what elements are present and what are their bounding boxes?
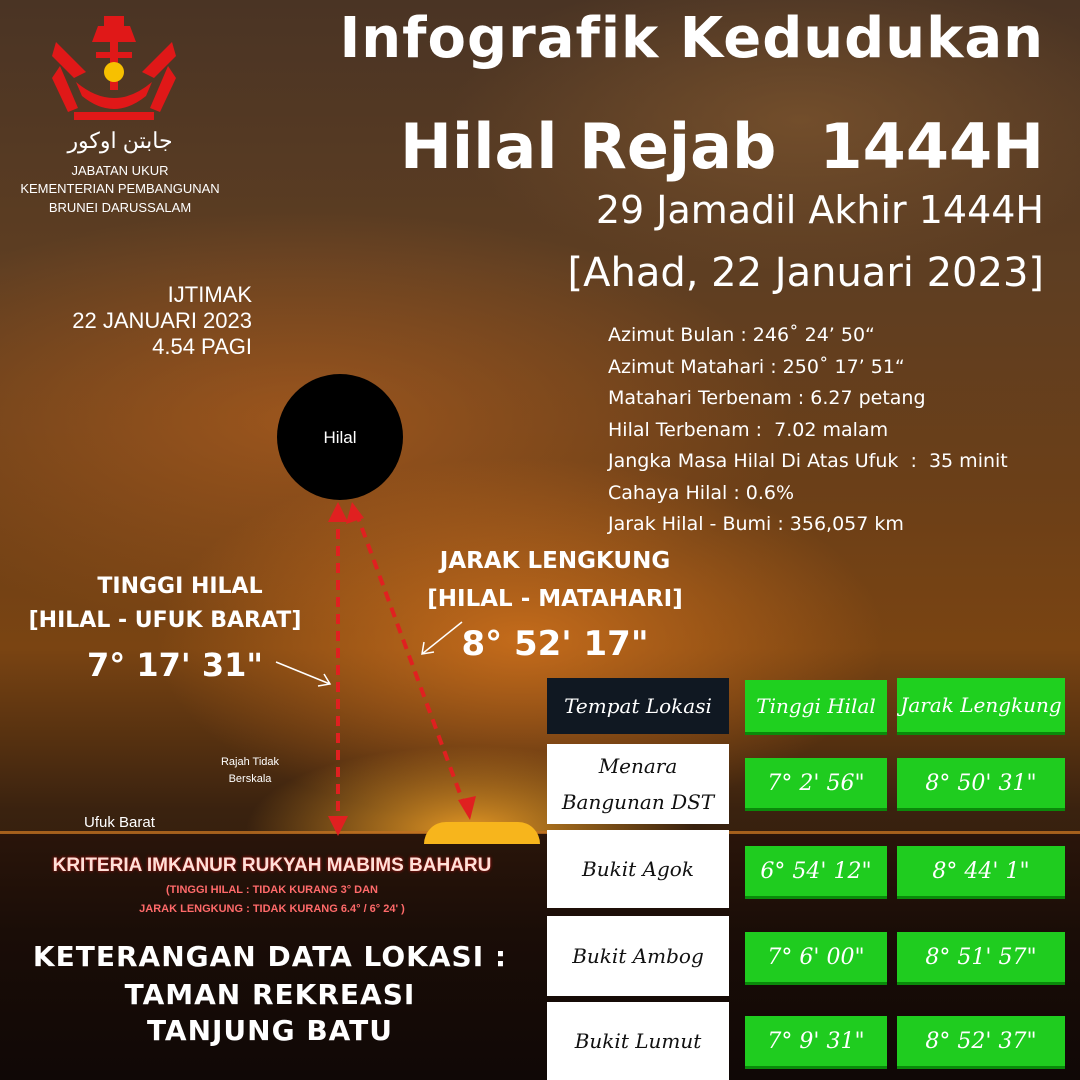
- table-cell-tinggi: 7° 6' 00": [745, 932, 887, 985]
- table-cell-tinggi: 6° 54' 12": [745, 846, 887, 899]
- location-info-line1: KETERANGAN DATA LOKASI :: [32, 940, 508, 973]
- table-header-tinggi: Tinggi Hilal: [745, 680, 887, 735]
- table-header-jarak: Jarak Lengkung: [897, 678, 1065, 735]
- kriteria-note2: JARAK LENGKUNG : TIDAK KURANG 6.4° / 6° 24' ): [139, 903, 405, 915]
- kriteria-title: KRITERIA IMKANUR RUKYAH MABIMS BAHARU: [52, 855, 492, 876]
- fact-item: Matahari Terbenam : 6.27 petang: [608, 387, 926, 409]
- table-cell-jarak: 8° 51' 57": [897, 932, 1065, 985]
- tinggi-hilal-subtitle: [HILAL - UFUK BARAT]: [28, 608, 302, 633]
- fact-item: Jarak Hilal - Bumi : 356,057 km: [608, 513, 904, 535]
- jarak-lengkung-value: 8° 52' 17": [461, 624, 649, 664]
- fact-item: Jangka Masa Hilal Di Atas Ufuk : 35 minit: [608, 450, 1008, 472]
- fact-item: Cahaya Hilal : 0.6%: [608, 481, 795, 504]
- org-name-line2: KEMENTERIAN PEMBANGUNAN: [20, 181, 220, 196]
- arrowhead-icon: [458, 796, 476, 820]
- table-cell-location: Bukit Ambog: [547, 916, 729, 996]
- kriteria-note1: (TINGGI HILAL : TIDAK KURANG 3° DAN: [166, 884, 378, 896]
- hijri-date: 29 Jamadil Akhir 1444H: [595, 188, 1044, 232]
- ijtimak-date: 22 JANUARI 2023: [72, 308, 252, 333]
- scale-note-line1: Rajah Tidak: [220, 756, 280, 768]
- title-line1: Infografik Kedudukan: [339, 6, 1044, 71]
- moon-label: Hilal: [323, 428, 357, 447]
- scale-note: [200, 754, 300, 788]
- table-cell-tinggi: 7° 9' 31": [745, 1016, 887, 1069]
- ijtimak-label: IJTIMAK: [167, 282, 252, 307]
- ijtimak-time: 4.54 PAGI: [152, 334, 252, 359]
- tinggi-hilal-value: 7° 17' 31": [86, 646, 264, 684]
- org-name-line1: JABATAN UKUR: [71, 163, 169, 178]
- location-info-line2: TAMAN REKREASI: [124, 978, 416, 1011]
- tinggi-hilal-title: TINGGI HILAL: [97, 574, 263, 599]
- table-cell-jarak: 8° 44' 1": [897, 846, 1065, 899]
- table-header-location: Tempat Lokasi: [547, 678, 729, 734]
- scale-note-line2: Berskala: [228, 773, 272, 785]
- org-name-line3: BRUNEI DARUSSALAM: [48, 200, 192, 215]
- gregorian-date: [Ahad, 22 Januari 2023]: [567, 250, 1044, 296]
- location-info-line3: TANJUNG BATU: [146, 1014, 394, 1047]
- table-cell-location: Menara Bangunan DST: [547, 744, 729, 824]
- table-cell-jarak: 8° 52' 37": [897, 1016, 1065, 1069]
- org-name-arabic: جابتن اوكور: [67, 128, 173, 153]
- arrowhead-icon: [328, 502, 348, 522]
- table-cell-location: Bukit Lumut: [547, 1002, 729, 1080]
- title-line2: Hilal Rejab 1444H: [400, 110, 1044, 183]
- fact-item: Azimut Bulan : 246˚ 24’ 50“: [608, 324, 875, 346]
- arrowhead-icon: [328, 816, 348, 836]
- table-cell-location: Bukit Agok: [547, 830, 729, 908]
- table-cell-jarak: 8° 50' 31": [897, 758, 1065, 811]
- horizon-label: Ufuk Barat: [84, 814, 155, 831]
- jarak-lengkung-title: JARAK LENGKUNG: [439, 548, 671, 574]
- fact-item: Azimut Matahari : 250˚ 17’ 51“: [608, 355, 905, 378]
- fact-item: Hilal Terbenam : 7.02 malam: [608, 418, 889, 441]
- table-cell-tinggi: 7° 2' 56": [745, 758, 887, 811]
- jarak-lengkung-subtitle: [HILAL - MATAHARI]: [427, 586, 683, 612]
